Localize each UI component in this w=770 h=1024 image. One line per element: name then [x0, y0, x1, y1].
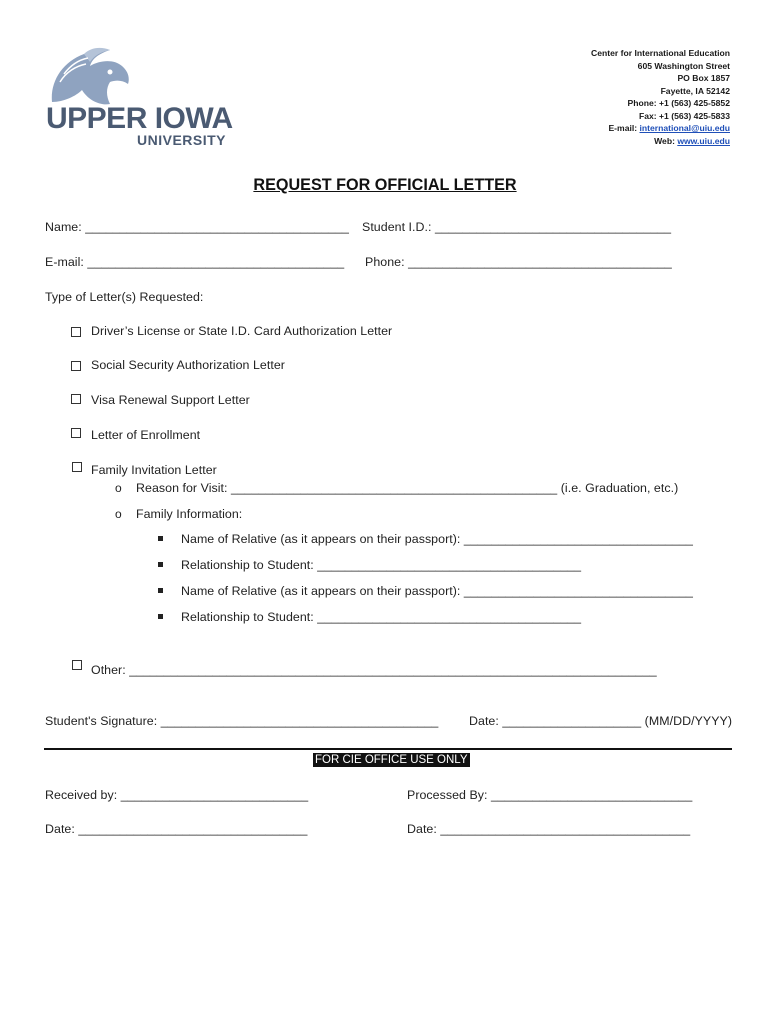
- family-information-label: Family Information:: [136, 507, 243, 521]
- received-date-field[interactable]: Date: _________________________________: [45, 822, 308, 836]
- reason-for-visit-field[interactable]: Reason for Visit: _______________________________________________ (i.e. Graduation, etc.): [136, 481, 679, 495]
- email-link[interactable]: international@uiu.edu: [639, 123, 730, 133]
- page-title: REQUEST FOR OFFICIAL LETTER: [253, 176, 517, 194]
- address-fax: Fax: +1 (563) 425-5833: [638, 110, 730, 121]
- address-org: Center for International Education: [591, 48, 730, 58]
- processed-by-field[interactable]: Processed By: _____________________________: [407, 788, 693, 802]
- relative-name-field-1[interactable]: Name of Relative (as it appears on their passport): _________________________________: [181, 532, 693, 546]
- address-phone: Phone: +1 (563) 425-5852: [627, 98, 730, 108]
- signature-field[interactable]: Student's Signature: ________________________________________: [45, 714, 439, 728]
- relative-name-field-2[interactable]: Name of Relative (as it appears on their passport): _________________________________: [181, 584, 693, 598]
- social-security-checkbox[interactable]: [71, 361, 81, 371]
- address-street: 605 Washington Street: [637, 60, 730, 71]
- processed-date-field[interactable]: Date: ____________________________________: [407, 822, 691, 836]
- address-pobox: PO Box 1857: [677, 73, 730, 83]
- office-use-header: FOR CIE OFFICE USE ONLY: [315, 754, 468, 766]
- logo-wordmark: UPPER IOWA: [46, 102, 233, 135]
- address-email-row: [591, 122, 730, 135]
- letter-type-label: Type of Letter(s) Requested:: [45, 290, 204, 304]
- relationship1-bullet: [158, 562, 163, 567]
- relationship2-bullet: [158, 614, 163, 619]
- family-invitation-checkbox[interactable]: [72, 462, 82, 472]
- phone-field[interactable]: Phone: ______________________________________: [365, 255, 672, 269]
- other-field[interactable]: Other: ____________________________________________________________________________: [91, 663, 657, 677]
- relationship-field-1[interactable]: Relationship to Student: ______________________________________: [181, 558, 582, 572]
- student-id-field[interactable]: Student I.D.: __________________________________: [362, 220, 672, 234]
- enrollment-label: Letter of Enrollment: [91, 428, 201, 442]
- signature-date-field[interactable]: Date: ____________________ (MM/DD/YYYY): [469, 714, 733, 728]
- email-label: E-mail:: [608, 123, 640, 133]
- family-invitation-label: Family Invitation Letter: [91, 463, 217, 477]
- visa-renewal-label: Visa Renewal Support Letter: [91, 393, 250, 407]
- name-field[interactable]: Name: ______________________________________: [45, 220, 349, 234]
- office-divider: [44, 748, 732, 750]
- relationship-field-2[interactable]: Relationship to Student: ______________________________________: [181, 610, 582, 624]
- reason-bullet: o: [115, 481, 122, 495]
- family-info-bullet: o: [115, 507, 122, 521]
- logo-subtitle: UNIVERSITY: [137, 132, 227, 148]
- relative1-bullet: [158, 536, 163, 541]
- address-web-row: [591, 135, 730, 148]
- drivers-license-checkbox[interactable]: [71, 327, 81, 337]
- other-checkbox[interactable]: [72, 660, 82, 670]
- received-by-field[interactable]: Received by: ___________________________: [45, 788, 309, 802]
- web-label: Web:: [654, 135, 678, 146]
- address-city: Fayette, IA 52142: [660, 85, 730, 96]
- relative2-bullet: [158, 588, 163, 593]
- visa-renewal-checkbox[interactable]: [71, 394, 81, 404]
- social-security-label: Social Security Authorization Letter: [91, 358, 285, 372]
- address-block: [591, 47, 730, 147]
- web-link[interactable]: www.uiu.edu: [677, 135, 730, 146]
- university-logo: [44, 44, 244, 149]
- email-field[interactable]: E-mail: _____________________________________: [45, 255, 345, 269]
- enrollment-checkbox[interactable]: [71, 428, 81, 438]
- drivers-license-label: Driver’s License or State I.D. Card Authorization Letter: [91, 324, 393, 338]
